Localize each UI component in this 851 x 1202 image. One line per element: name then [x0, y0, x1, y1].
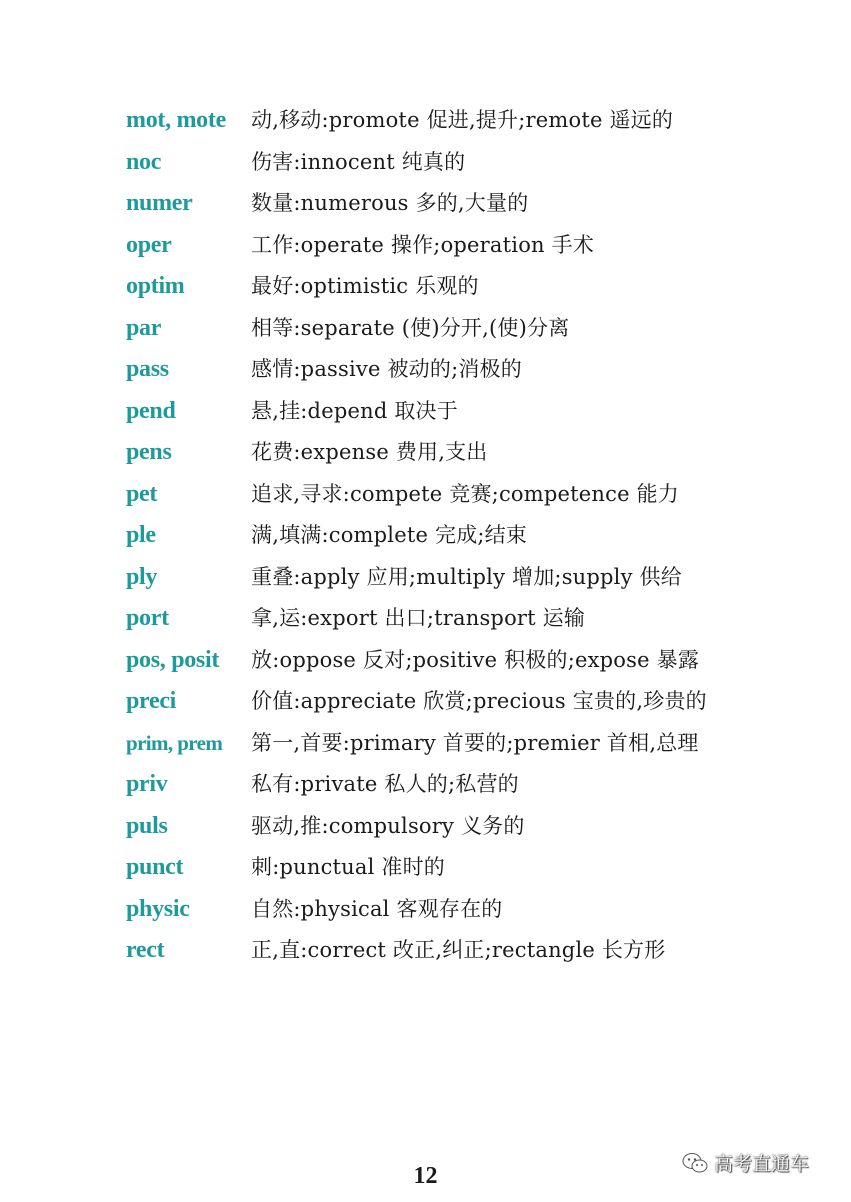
root-term: priv: [126, 771, 168, 797]
root-term: optim: [126, 273, 185, 299]
root-definition: 伤害:innocent 纯真的: [251, 149, 466, 174]
root-term: ple: [126, 522, 156, 548]
list-item: [126, 515, 736, 557]
root-definition: 满,填满:complete 完成;结束: [251, 523, 528, 547]
list-item: [126, 183, 736, 225]
root-term: pass: [126, 356, 169, 382]
root-definition: 动,移动:promote 促进,提升;remote 遥远的: [251, 108, 674, 132]
root-definition: 刺:punctual 准时的: [251, 855, 446, 879]
root-definition: 驱动,推:compulsory 义务的: [251, 813, 525, 838]
root-term: ply: [126, 563, 158, 590]
word-root-list: [126, 100, 736, 972]
list-item: [126, 349, 736, 391]
root-definition: 价值:appreciate 欣赏;precious 宝贵的,珍贵的: [251, 689, 707, 713]
list-item: [126, 889, 736, 931]
list-item: [126, 308, 736, 350]
root-term: mot, mote: [126, 107, 226, 133]
watermark-text: 高考直通车: [714, 1153, 810, 1175]
root-definition: 拿,运:export 出口;transport 运输: [251, 606, 586, 630]
root-term: pens: [126, 439, 172, 465]
root-term: physic: [126, 895, 190, 922]
watermark: [682, 1149, 809, 1176]
root-definition: 正,直:correct 改正,纠正;rectangle 长方形: [251, 938, 666, 962]
root-term: numer: [126, 190, 193, 216]
list-item: [126, 598, 736, 640]
root-definition: 第一,首要:primary 首要的;premier 首相,总理: [251, 730, 699, 755]
list-item: [126, 474, 736, 516]
list-item: [126, 557, 736, 599]
list-item: [126, 266, 736, 308]
list-item: [126, 847, 736, 889]
list-item: [126, 142, 736, 184]
list-item: [126, 100, 736, 142]
root-definition: 工作:operate 操作;operation 手术: [251, 232, 595, 257]
page-number: 12: [413, 1163, 438, 1189]
list-item: [126, 930, 736, 972]
list-item: [126, 723, 736, 765]
list-item: [126, 764, 736, 806]
root-definition: 追求,寻求:compete 竞赛;competence 能力: [251, 481, 679, 506]
root-term: puls: [126, 812, 168, 839]
list-item: [126, 681, 736, 723]
list-item: [126, 806, 736, 848]
root-definition: 自然:physical 客观存在的: [251, 896, 503, 921]
root-definition: 放:oppose 反对;positive 积极的;expose 暴露: [251, 647, 700, 672]
root-term: par: [126, 314, 162, 341]
root-definition: 花费:expense 费用,支出: [251, 440, 488, 464]
root-definition: 感情:passive 被动的;消极的: [251, 357, 522, 381]
list-item: [126, 640, 736, 682]
root-definition: 最好:optimistic 乐观的: [251, 274, 479, 298]
wechat-icon: [682, 1152, 708, 1174]
root-term: rect: [126, 937, 165, 963]
root-term: noc: [126, 148, 162, 175]
root-definition: 重叠:apply 应用;multiply 增加;supply 供给: [251, 564, 682, 589]
list-item: [126, 391, 736, 433]
root-definition: 数量:numerous 多的,大量的: [251, 191, 529, 215]
root-term: prim, prem: [126, 730, 223, 755]
root-definition: 私有:private 私人的;私营的: [251, 772, 519, 796]
root-term: oper: [126, 231, 172, 258]
list-item: [126, 225, 736, 267]
root-term: port: [126, 605, 169, 631]
root-definition: 相等:separate (使)分开,(使)分离: [251, 315, 570, 340]
root-term: punct: [126, 854, 184, 880]
root-term: pend: [126, 397, 176, 424]
root-term: pet: [126, 480, 158, 507]
list-item: [126, 432, 736, 474]
root-term: pos, posit: [126, 646, 220, 673]
root-definition: 悬,挂:depend 取决于: [251, 398, 458, 423]
root-term: preci: [126, 688, 177, 714]
